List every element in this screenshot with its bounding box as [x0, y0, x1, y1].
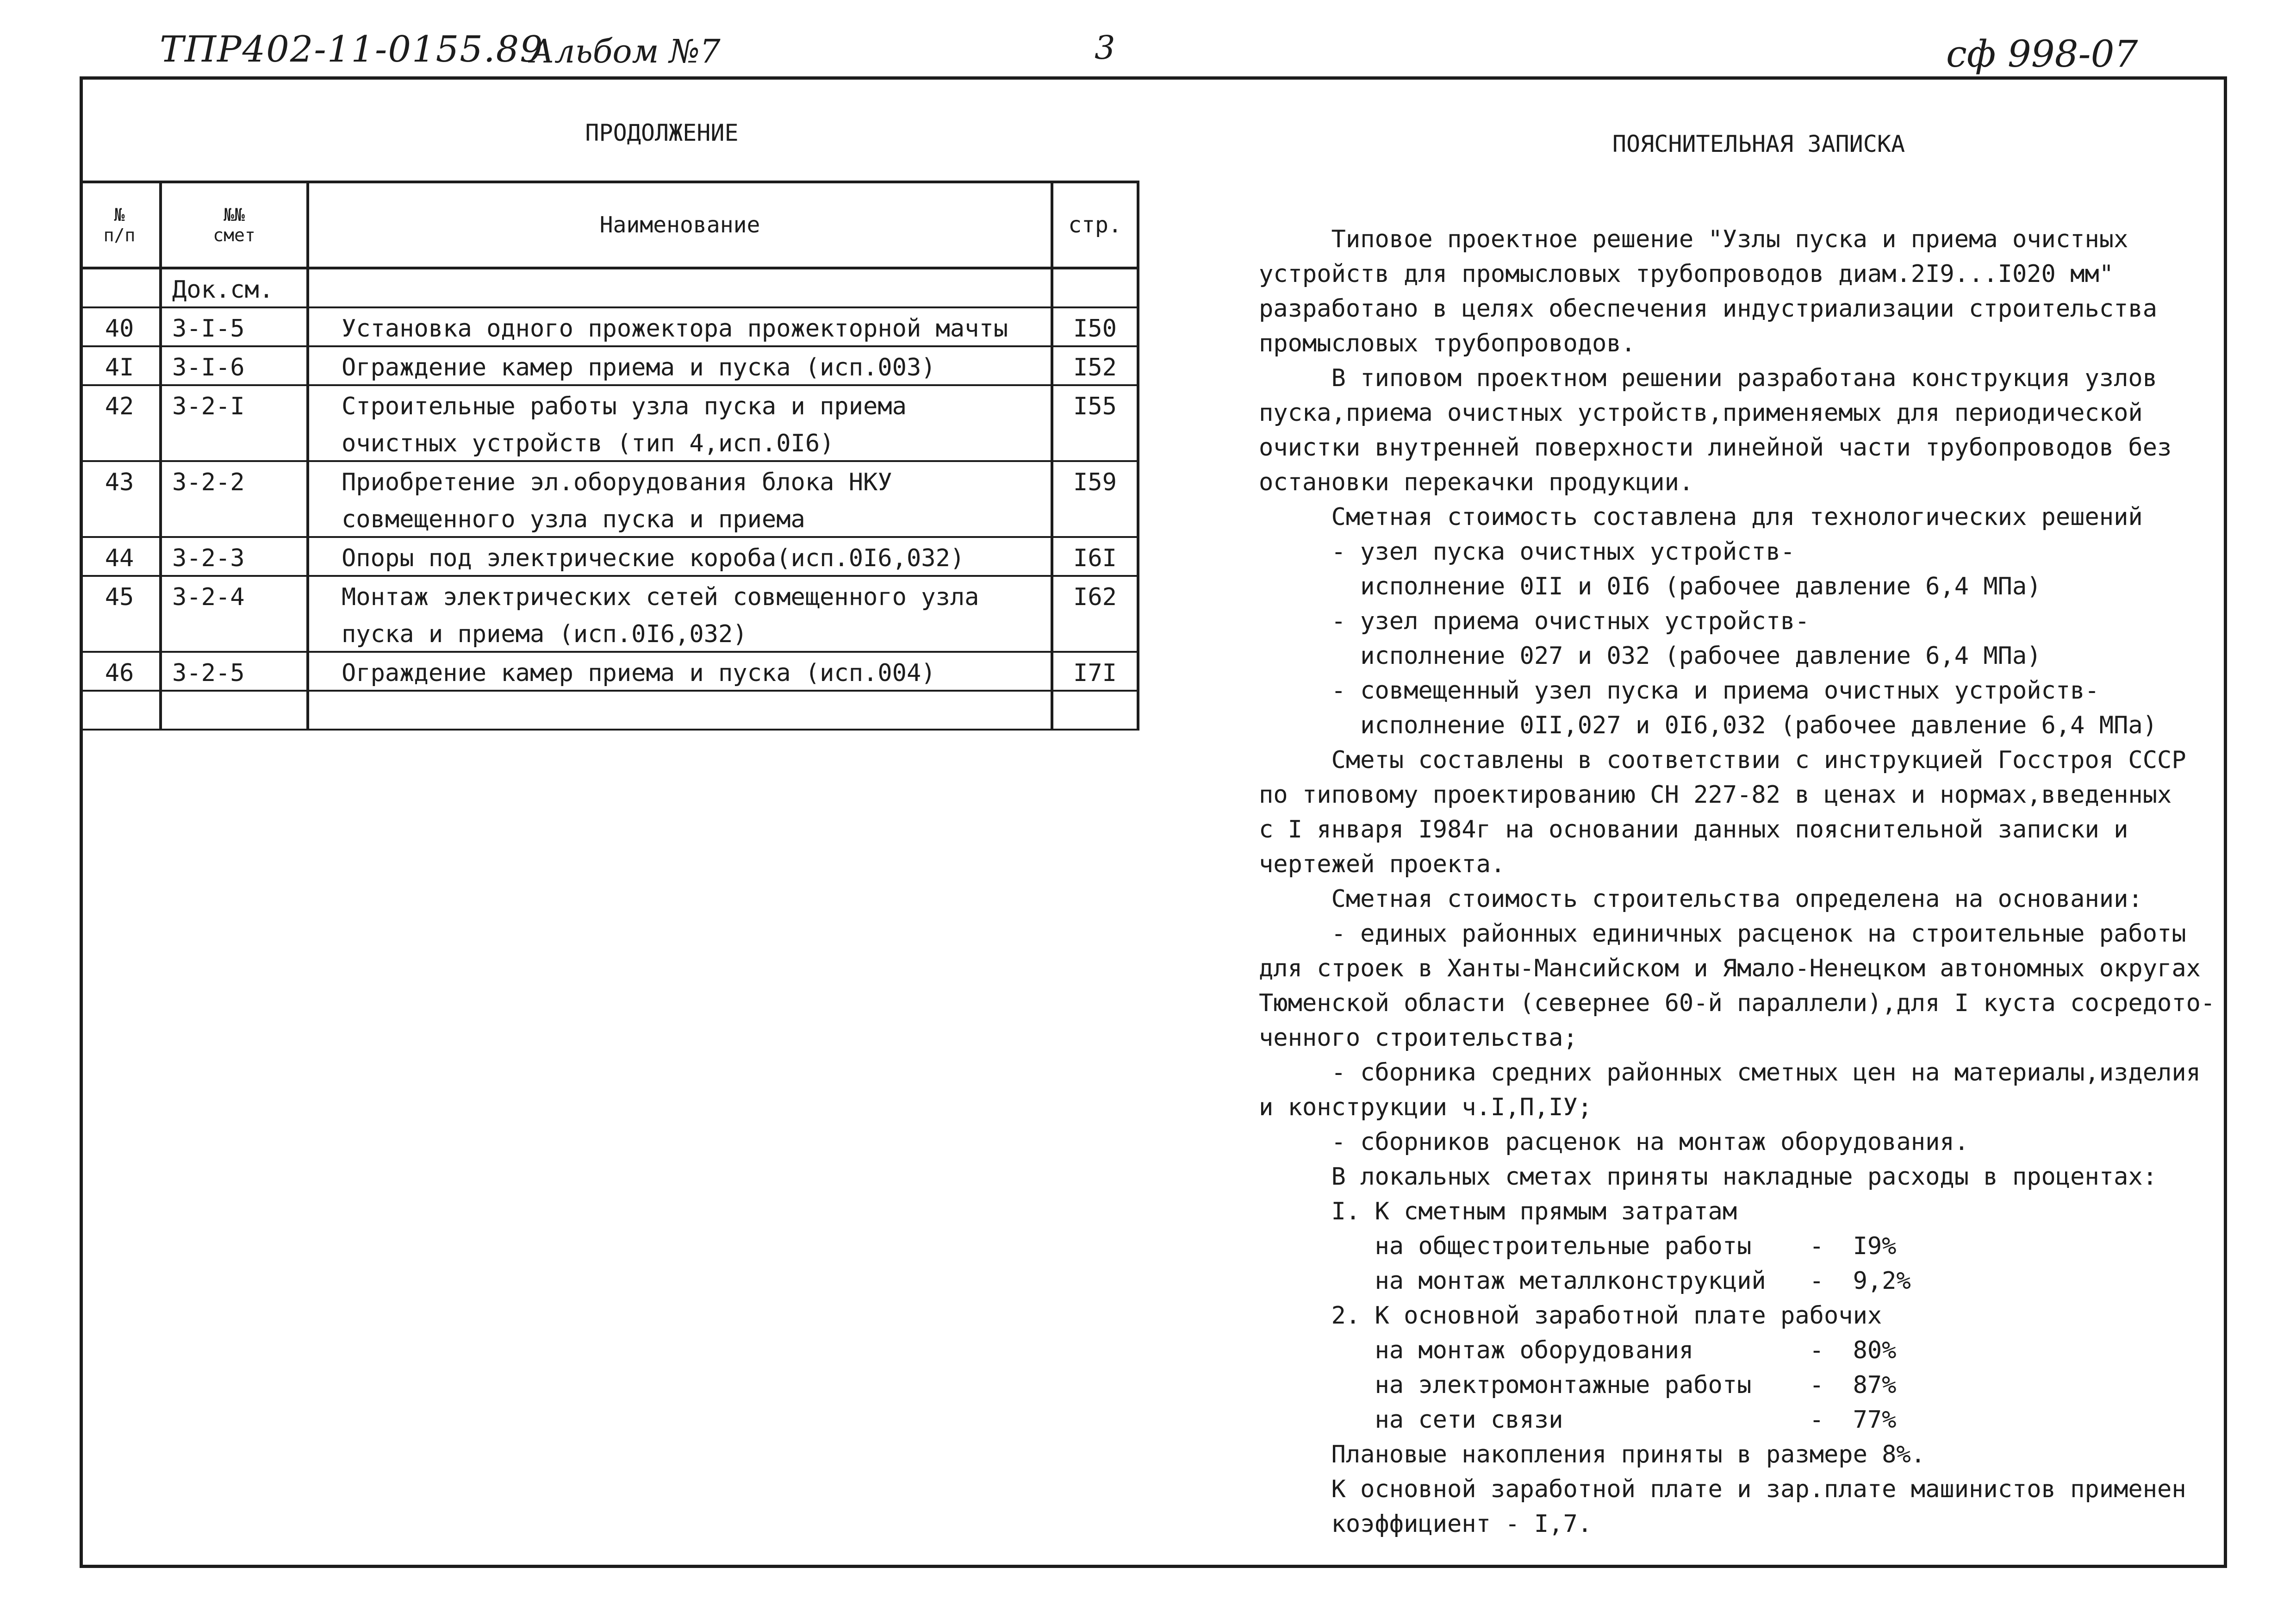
note-line: В локальных сметах приняты накладные расходы в процентах:: [1259, 1163, 2158, 1191]
note-line: очистки внутренней поверхности линейной части трубопроводов без: [1259, 434, 2172, 462]
note-line: по типовому проектированию СН 227-82 в ценах и нормах,введенных: [1259, 781, 2172, 809]
row-document: [172, 648, 306, 651]
document-code: ТПР402-11-0155.89: [160, 29, 544, 70]
note-line: промысловых трубопроводов.: [1259, 330, 1636, 357]
note-line: исполнение 0II,027 и 0I6,032 (рабочее давление 6,4 МПа): [1259, 712, 2158, 739]
note-line: Сметная стоимость строительства определена на основании:: [1259, 885, 2143, 913]
row-document: 3-2-I: [172, 393, 245, 420]
row-name: Опоры под электрические короба(исп.0I6,032): [342, 544, 965, 572]
row-number: 46: [105, 659, 134, 687]
table-row: [80, 691, 1138, 730]
column-header-doc: №№ смет: [161, 182, 308, 268]
row-document: [172, 726, 306, 729]
note-line: на электромонтажные работы - 87%: [1259, 1371, 1897, 1399]
row-number: [80, 648, 159, 651]
table-row: [80, 499, 1138, 537]
row-document: 3-2-4: [172, 583, 245, 611]
note-line: с I января I984г на основании данных пояснительной записки и: [1259, 816, 2128, 843]
note-line: на монтаж оборудования - 80%: [1259, 1337, 1897, 1364]
row-document: [172, 457, 306, 460]
row-number: 44: [105, 544, 134, 572]
note-line: В типовом проектном решении разработана конструкция узлов: [1259, 364, 2158, 392]
column-header-num: № п/п: [103, 205, 136, 245]
row-name: Установка одного прожектора прожекторной мачты: [342, 315, 1008, 343]
note-line: исполнение 027 и 032 (рабочее давление 6,4 МПа): [1259, 642, 2041, 670]
row-number: [80, 304, 159, 306]
row-number: 43: [105, 468, 134, 496]
row-page: I7I: [1073, 659, 1117, 687]
row-number: [80, 533, 159, 536]
album-number: Альбом №7: [530, 32, 721, 70]
row-page: [1053, 304, 1137, 306]
row-page: [1053, 726, 1137, 729]
row-number: 45: [105, 583, 134, 611]
explanatory-note: [1259, 222, 2215, 1542]
row-page: I50: [1073, 315, 1117, 343]
note-line: ченного строительства;: [1259, 1024, 1578, 1052]
row-document: 3-I-5: [172, 315, 245, 343]
row-page: [1053, 457, 1137, 460]
table-header-row: [80, 182, 1138, 268]
row-name: Строительные работы узла пуска и приема: [342, 393, 907, 420]
row-name: Монтаж электрических сетей совмещенного узла: [342, 583, 979, 611]
column-header-page: стр.: [1052, 182, 1138, 268]
note-line: К основной заработной плате и зар.плате машинистов применен: [1259, 1475, 2186, 1503]
note-line: - узел приема очистных устройств-: [1259, 607, 1810, 635]
row-name: [342, 726, 1051, 729]
row-page: [1053, 533, 1137, 536]
table-row: [80, 652, 1138, 691]
note-line: чертежей проекта.: [1259, 850, 1506, 878]
table-row: [80, 268, 1138, 307]
note-line: пуска,приема очистных устройств,применяемых для периодической: [1259, 399, 2143, 427]
contents-table: [80, 181, 1139, 731]
row-number: 4I: [105, 354, 134, 381]
table-row: [80, 385, 1138, 423]
note-line: на сети связи - 77%: [1259, 1406, 1897, 1434]
note-line: разработано в целях обеспечения индустриализации строительства: [1259, 295, 2158, 323]
row-page: I6I: [1073, 544, 1117, 572]
note-line: устройств для промысловых трубопроводов диам.2I9...I020 мм": [1259, 260, 2114, 288]
row-name: очистных устройств (тип 4,исп.0I6): [342, 430, 834, 457]
note-line: - сборников расценок на монтаж оборудования.: [1259, 1128, 1969, 1156]
note-line: для строек в Ханты-Мансийском и Ямало-Ненецком автономных округах: [1259, 955, 2201, 982]
note-line: исполнение 0II и 0I6 (рабочее давление 6,4 МПа): [1259, 573, 2041, 600]
row-page: I59: [1073, 468, 1117, 496]
note-line: коэффициент - I,7.: [1259, 1510, 1593, 1538]
table-row: [80, 461, 1138, 499]
row-name: Ограждение камер приема и пуска (исп.003): [342, 354, 936, 381]
reference-number: сф 998-07: [1946, 32, 2138, 75]
table-row: [80, 537, 1138, 576]
row-number: 42: [105, 393, 134, 420]
row-name: совмещенного узла пуска и приема: [342, 506, 805, 533]
note-line: Типовое проектное решение "Узлы пуска и приема очистных: [1259, 225, 2128, 253]
table-body: [80, 268, 1138, 730]
left-heading: ПРОДОЛЖЕНИЕ: [585, 119, 739, 146]
row-page: [1053, 648, 1137, 651]
row-page: I52: [1073, 354, 1117, 381]
column-header-name: Наименование: [308, 182, 1052, 268]
row-document: 3-2-5: [172, 659, 245, 687]
row-number: 40: [105, 315, 134, 343]
row-number: [80, 726, 159, 729]
row-document: 3-I-6: [172, 354, 245, 381]
table-row: [80, 576, 1138, 614]
row-name: [342, 304, 1051, 306]
note-line: - узел пуска очистных устройств-: [1259, 538, 1795, 566]
row-document: 3-2-3: [172, 544, 245, 572]
note-line: 2. К основной заработной плате рабочих: [1259, 1302, 1882, 1330]
note-line: и конструкции ч.I,П,IУ;: [1259, 1093, 1593, 1121]
table-row: [80, 346, 1138, 385]
note-line: Тюменской области (севернее 60-й параллели),для I куста сосредото-: [1259, 989, 2215, 1017]
row-document: [172, 533, 306, 536]
row-document: Док.см.: [172, 276, 274, 304]
right-heading: ПОЯСНИТЕЛЬНАЯ ЗАПИСКА: [1612, 131, 1905, 157]
note-line: - совмещенный узел пуска и приема очистных устройств-: [1259, 677, 2099, 705]
table-row: [80, 423, 1138, 461]
row-document: 3-2-2: [172, 468, 245, 496]
table-row: [80, 307, 1138, 346]
note-line: Плановые накопления приняты в размере 8%.: [1259, 1441, 1926, 1468]
row-page: I55: [1073, 393, 1117, 420]
note-line: Сметы составлены в соответствии с инструкцией Госстроя СССР: [1259, 746, 2186, 774]
row-name: Приобретение эл.оборудования блока НКУ: [342, 468, 892, 496]
note-line: на монтаж металлконструкций - 9,2%: [1259, 1267, 1911, 1295]
row-number: [80, 457, 159, 460]
note-line: остановки перекачки продукции.: [1259, 468, 1694, 496]
row-page: I62: [1073, 583, 1117, 611]
note-line: - единых районных единичных расценок на строительные работы: [1259, 920, 2186, 948]
note-line: Сметная стоимость составлена для технологических решений: [1259, 503, 2143, 531]
note-line: на общестроительные работы - I9%: [1259, 1232, 1897, 1260]
row-name: пуска и приема (исп.0I6,032): [342, 620, 747, 648]
table-row: [80, 614, 1138, 652]
note-line: - сборника средних районных сметных цен на материалы,изделия: [1259, 1059, 2201, 1087]
page-number: 3: [1095, 29, 1115, 67]
row-name: Ограждение камер приема и пуска (исп.004): [342, 659, 936, 687]
note-line: I. К сметным прямым затратам: [1259, 1198, 1737, 1225]
